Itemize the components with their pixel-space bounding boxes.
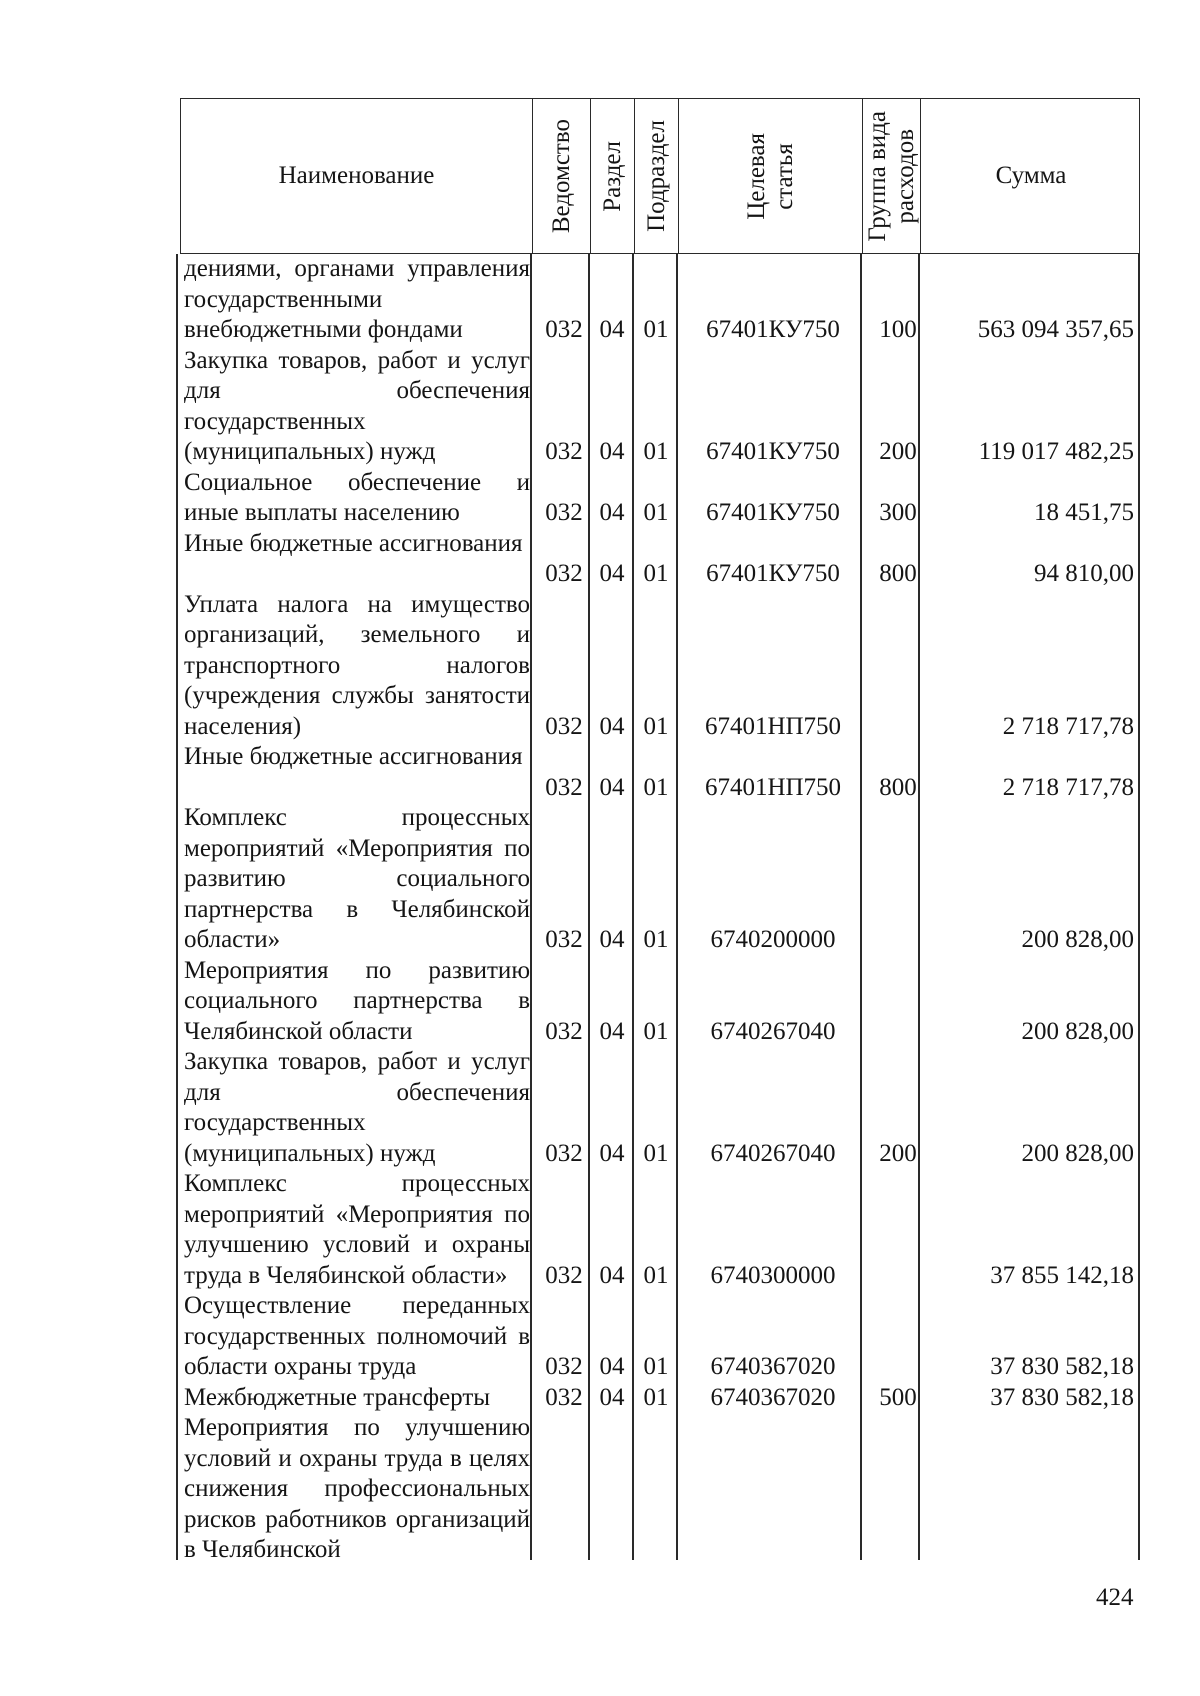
header-vedomstvo-label: Ведомство [547, 118, 575, 234]
row-summa: 200 828,00 [1021, 926, 1134, 953]
row-celevaya: 67401КУ750 [706, 438, 840, 465]
header-name-label: Наименование [278, 162, 435, 189]
row-celevaya: 67401КУ750 [706, 560, 840, 587]
budget-table [176, 254, 1140, 1566]
table-row [176, 1169, 1140, 1291]
table-row [176, 468, 1140, 529]
row-podrazdel: 01 [643, 712, 669, 740]
row-podrazdel: 01 [643, 316, 669, 343]
header-summa [921, 99, 1141, 253]
row-name: Комплекс процессных мероприятий «Мероприятия по улучшению условий и охраны труда в Челябинской области» [184, 1170, 530, 1289]
header-gruppa-line2: расходов [891, 128, 919, 224]
row-name: Мероприятия по улучшению условий и охраны труда в целях снижения профессиональных рисков работников организаций в Челябинской [184, 1414, 530, 1563]
row-vid: 100 [879, 316, 917, 343]
row-name: дениями, органами управления государственными внебюджетными фондами [184, 255, 530, 343]
row-summa: 563 094 357,65 [977, 316, 1134, 343]
row-vedomstvo: 032 [545, 1383, 583, 1411]
table-row [176, 346, 1140, 468]
row-razdel: 04 [599, 926, 625, 953]
table-row [176, 742, 1140, 803]
row-summa: 18 451,75 [1034, 499, 1134, 526]
row-celevaya: 67401НП750 [704, 712, 842, 740]
table-row [176, 1047, 1140, 1169]
row-vedomstvo: 032 [545, 926, 583, 953]
row-name: Межбюджетные трансферты [184, 1383, 491, 1411]
table-row [176, 1291, 1140, 1383]
row-celevaya: 67401КУ750 [706, 499, 840, 526]
row-summa: 200 828,00 [1021, 1017, 1134, 1045]
row-vid: 200 [879, 438, 917, 465]
row-razdel: 04 [599, 1139, 625, 1167]
page-number: 424 [1096, 1584, 1134, 1611]
table-row [176, 803, 1140, 956]
row-name: Уплата налога на имущество организаций, земельного и транспортного налогов (учреждения службы занятости населения) [184, 590, 530, 740]
row-vedomstvo: 032 [545, 560, 583, 587]
row-summa: 119 017 482,25 [978, 438, 1134, 465]
header-celevaya-line2: статья [770, 142, 798, 210]
row-name: Иные бюджетные ассигнования [184, 529, 523, 557]
row-razdel: 04 [599, 1353, 625, 1380]
row-razdel: 04 [599, 1017, 625, 1045]
header-summa-label: Сумма [995, 162, 1067, 189]
header-celevaya [679, 99, 863, 253]
header-celevaya-line1: Целевая [742, 132, 770, 220]
row-razdel: 04 [599, 773, 625, 801]
row-razdel: 04 [599, 712, 625, 740]
row-summa: 2 718 717,78 [1002, 773, 1134, 801]
row-name: Мероприятия по развитию социального партнерства в Челябинской области [184, 956, 530, 1045]
row-celevaya: 67401НП750 [704, 773, 842, 801]
row-podrazdel: 01 [643, 560, 669, 587]
table-row [176, 254, 1140, 346]
row-name: Комплекс процессных мероприятий «Мероприятия по развитию социального партнерства в Челябинской области» [184, 804, 530, 953]
table-row [176, 956, 1140, 1048]
row-razdel: 04 [599, 1261, 625, 1289]
header-gruppa [863, 99, 921, 253]
table-header [180, 98, 1140, 254]
row-celevaya: 6740200000 [710, 926, 836, 953]
row-razdel: 04 [599, 560, 625, 587]
row-vedomstvo: 032 [545, 316, 583, 343]
row-podrazdel: 01 [643, 1353, 669, 1380]
row-podrazdel: 01 [643, 1017, 669, 1045]
row-razdel: 04 [599, 499, 625, 526]
row-vid: 800 [879, 773, 917, 801]
row-celevaya: 6740367020 [710, 1353, 836, 1380]
row-vedomstvo: 032 [545, 1353, 583, 1380]
row-vid: 800 [879, 560, 917, 587]
row-vedomstvo: 032 [545, 1139, 583, 1167]
row-podrazdel: 01 [643, 1261, 669, 1289]
row-name: Закупка товаров, работ и услуг для обеспечения государственных (муниципальных) нужд [184, 346, 530, 465]
row-summa: 37 830 582,18 [990, 1383, 1134, 1411]
row-vid: 500 [879, 1383, 917, 1411]
row-podrazdel: 01 [643, 926, 669, 953]
row-razdel: 04 [599, 438, 625, 465]
row-summa: 2 718 717,78 [1002, 712, 1134, 740]
row-celevaya: 6740300000 [710, 1261, 836, 1289]
header-razdel [591, 99, 635, 253]
row-podrazdel: 01 [643, 773, 669, 801]
header-vedomstvo [533, 99, 591, 253]
header-podrazdel-label: Подраздел [642, 120, 670, 232]
row-podrazdel: 01 [643, 438, 669, 465]
row-vedomstvo: 032 [545, 499, 583, 526]
row-vedomstvo: 032 [545, 712, 583, 740]
header-name [181, 99, 533, 253]
row-summa: 37 855 142,18 [990, 1261, 1134, 1289]
row-podrazdel: 01 [643, 1139, 669, 1167]
row-podrazdel: 01 [643, 499, 669, 526]
row-name: Закупка товаров, работ и услуг для обеспечения государственных (муниципальных) нужд [184, 1048, 530, 1167]
row-vedomstvo: 032 [545, 438, 583, 465]
header-podrazdel [635, 99, 679, 253]
table-row [176, 590, 1140, 743]
row-celevaya: 6740267040 [710, 1139, 836, 1167]
row-podrazdel: 01 [643, 1383, 669, 1411]
row-name: Иные бюджетные ассигнования [184, 743, 523, 770]
header-gruppa-line1: Группа вида [863, 110, 891, 242]
row-summa: 200 828,00 [1021, 1139, 1134, 1167]
row-celevaya: 6740267040 [710, 1017, 836, 1045]
row-razdel: 04 [599, 1383, 625, 1411]
table-row [176, 529, 1140, 590]
row-razdel: 04 [599, 316, 625, 343]
table-row [176, 1413, 1140, 1566]
table-row [176, 1383, 1140, 1414]
row-summa: 94 810,00 [1034, 560, 1134, 587]
row-summa: 37 830 582,18 [990, 1353, 1134, 1380]
row-celevaya: 67401КУ750 [706, 316, 840, 343]
row-name: Осуществление переданных государственных полномочий в области охраны труда [184, 1292, 530, 1380]
row-vedomstvo: 032 [545, 1261, 583, 1289]
row-vedomstvo: 032 [545, 1017, 583, 1045]
row-vedomstvo: 032 [545, 773, 583, 801]
header-razdel-label: Раздел [598, 140, 626, 212]
row-vid: 300 [879, 499, 917, 526]
row-vid: 200 [879, 1139, 917, 1167]
row-name: Социальное обеспечение и иные выплаты населению [184, 468, 530, 526]
row-celevaya: 6740367020 [710, 1383, 836, 1411]
